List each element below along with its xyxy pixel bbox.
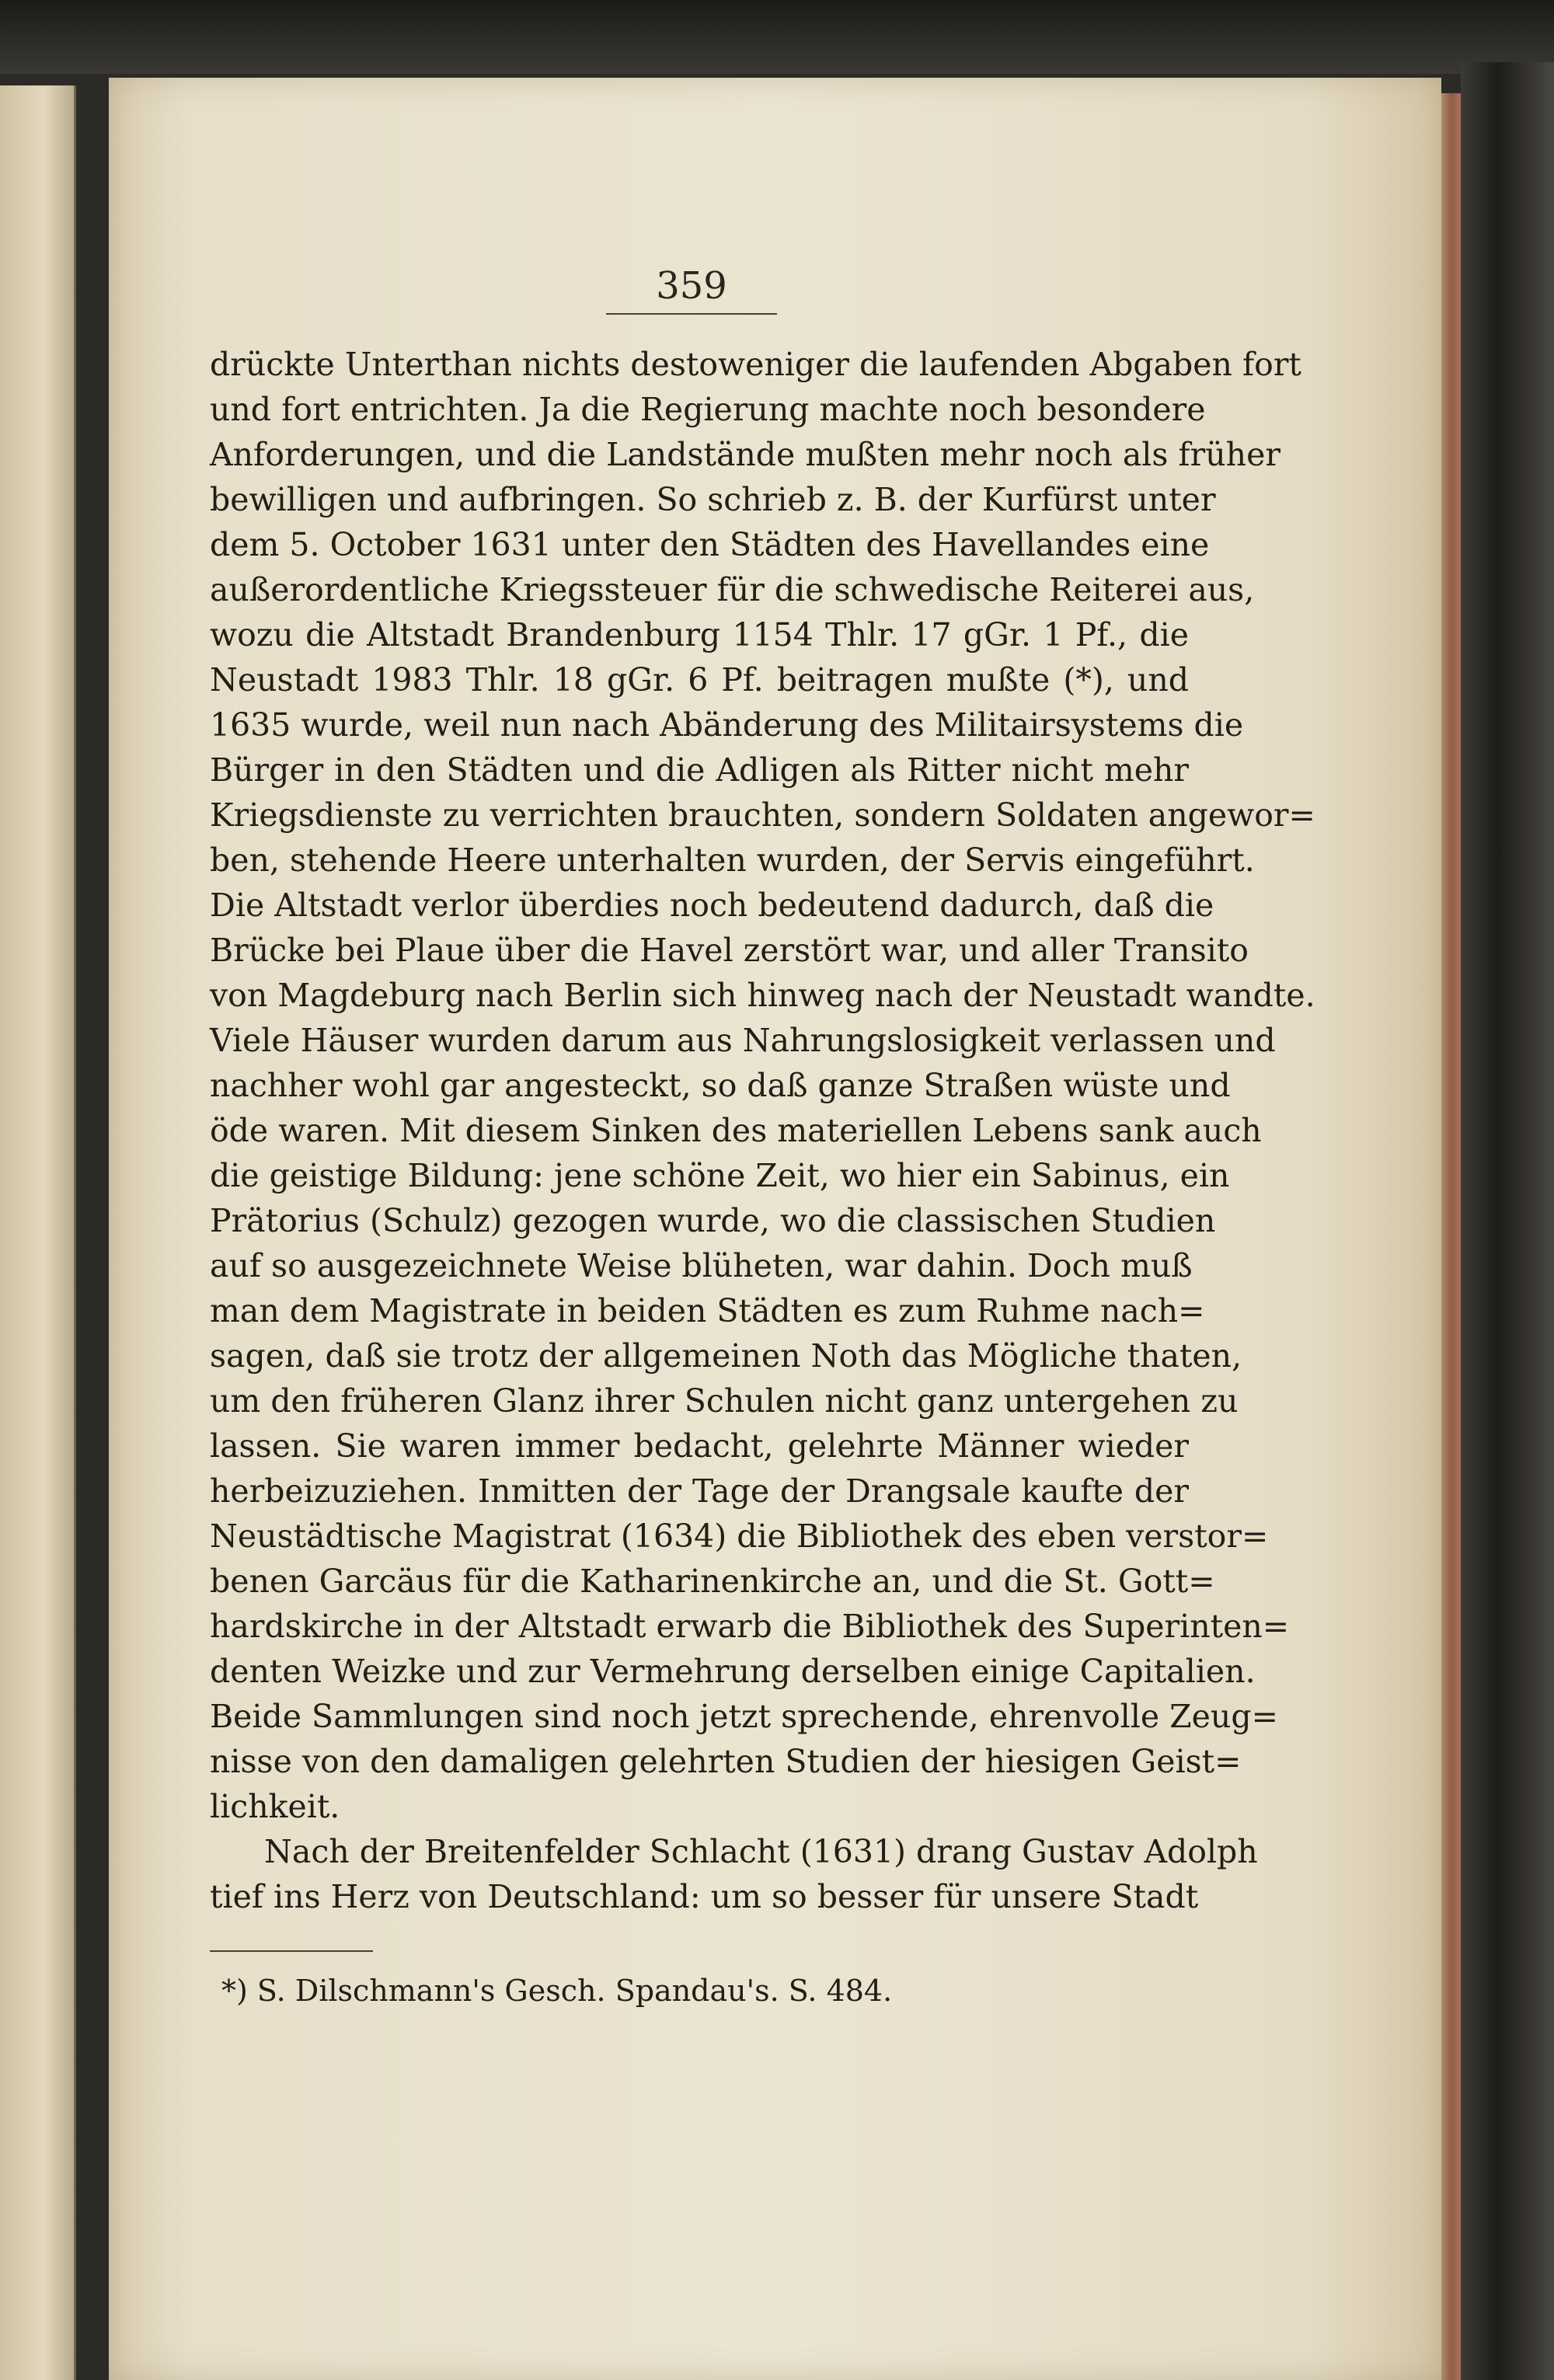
text-line: hardskirche in der Altstadt erwarb die Bibliothek des Superinten= bbox=[210, 1608, 1290, 1645]
page-edge-red bbox=[1441, 93, 1461, 2380]
text-line: Beide Sammlungen sind noch jetzt sprechende, ehrenvolle Zeug= bbox=[210, 1698, 1278, 1735]
text-line: Anforderungen, und die Landstände mußten mehr noch als früher bbox=[210, 436, 1280, 473]
text-line: um den früheren Glanz ihrer Schulen nicht ganz untergehen zu bbox=[210, 1382, 1239, 1420]
text-line: man dem Magistrate in beiden Städten es zum Ruhme nach= bbox=[210, 1292, 1205, 1329]
text-line: auf so ausgezeichnete Weise blüheten, war dahin. Doch muß bbox=[210, 1247, 1193, 1284]
text-line: drückte Unterthan nichts destoweniger die laufenden Abgaben fort bbox=[210, 346, 1301, 383]
text-line: Die Altstadt verlor überdies noch bedeutend dadurch, daß die bbox=[210, 887, 1214, 924]
text-line: benen Garcäus für die Katharinenkirche an, und die St. Gott= bbox=[210, 1563, 1215, 1600]
text-line: Prätorius (Schulz) gezogen wurde, wo die classischen Studien bbox=[210, 1202, 1216, 1239]
text-line: Bürger in den Städten und die Adligen als Ritter nicht mehr bbox=[210, 751, 1189, 789]
text-line: Neustädtische Magistrat (1634) die Bibliothek des eben verstor= bbox=[210, 1518, 1269, 1555]
text-line: öde waren. Mit diesem Sinken des materiellen Lebens sank auch bbox=[210, 1112, 1262, 1149]
book-top-shadow bbox=[0, 0, 1554, 74]
text-line: und fort entrichten. Ja die Regierung machte noch besondere bbox=[210, 391, 1206, 428]
left-page-edge bbox=[0, 85, 76, 2380]
text-line: tief ins Herz von Deutschland: um so besser für unsere Stadt bbox=[210, 1878, 1199, 1915]
text-line: die geistige Bildung: jene schöne Zeit, wo hier ein Sabinus, ein bbox=[210, 1157, 1230, 1194]
text-line: bewilligen und aufbringen. So schrieb z. B. der Kurfürst unter bbox=[210, 481, 1216, 518]
text-line: denten Weizke und zur Vermehrung derselben einige Capitalien. bbox=[210, 1653, 1256, 1690]
page-number: 359 bbox=[656, 264, 727, 308]
book-cover bbox=[1461, 62, 1554, 2380]
text-line: außerordentliche Kriegssteuer für die schwedische Reiterei aus, bbox=[210, 571, 1255, 608]
text-line: Viele Häuser wurden darum aus Nahrungslosigkeit verlassen und bbox=[210, 1022, 1276, 1059]
text-line: ben, stehende Heere unterhalten wurden, der Servis eingeführt. bbox=[210, 842, 1255, 879]
footnote-rule bbox=[210, 1950, 373, 1952]
text-line: wozu die Altstadt Brandenburg 1154 Thlr. 17 gGr. 1 Pf., die bbox=[210, 616, 1189, 653]
text-line: nisse von den damaligen gelehrten Studien der hiesigen Geist= bbox=[210, 1743, 1242, 1780]
text-line: Brücke bei Plaue über die Havel zerstört war, und aller Transito bbox=[210, 932, 1249, 969]
text-line: lichkeit. bbox=[210, 1788, 340, 1825]
text-line: sagen, daß sie trotz der allgemeinen Noth das Mögliche thaten, bbox=[210, 1337, 1242, 1375]
text-line: Kriegsdienste zu verrichten brauchten, sondern Soldaten angewor= bbox=[210, 796, 1315, 834]
footnote: *) S. Dilschmann's Gesch. Spandau's. S. 484. bbox=[221, 1974, 893, 2008]
text-line: herbeizuziehen. Inmitten der Tage der Drangsale kaufte der bbox=[210, 1472, 1189, 1510]
text-line: von Magdeburg nach Berlin sich hinweg nach der Neustadt wandte. bbox=[210, 977, 1315, 1014]
text-line: 1635 wurde, weil nun nach Abänderung des Militairsystems die bbox=[210, 706, 1244, 744]
body-text bbox=[210, 342, 1315, 1919]
text-line: nachher wohl gar angesteckt, so daß ganze Straßen wüste und bbox=[210, 1067, 1231, 1104]
text-line: Neustadt 1983 Thlr. 18 gGr. 6 Pf. beitragen mußte (*), und bbox=[210, 661, 1189, 699]
text-line: Nach der Breitenfelder Schlacht (1631) drang Gustav Adolph bbox=[264, 1833, 1258, 1870]
page-number-rule bbox=[606, 313, 777, 315]
text-line: lassen. Sie waren immer bedacht, gelehrte Männer wieder bbox=[210, 1427, 1189, 1465]
text-line: dem 5. October 1631 unter den Städten des Havellandes eine bbox=[210, 526, 1210, 563]
